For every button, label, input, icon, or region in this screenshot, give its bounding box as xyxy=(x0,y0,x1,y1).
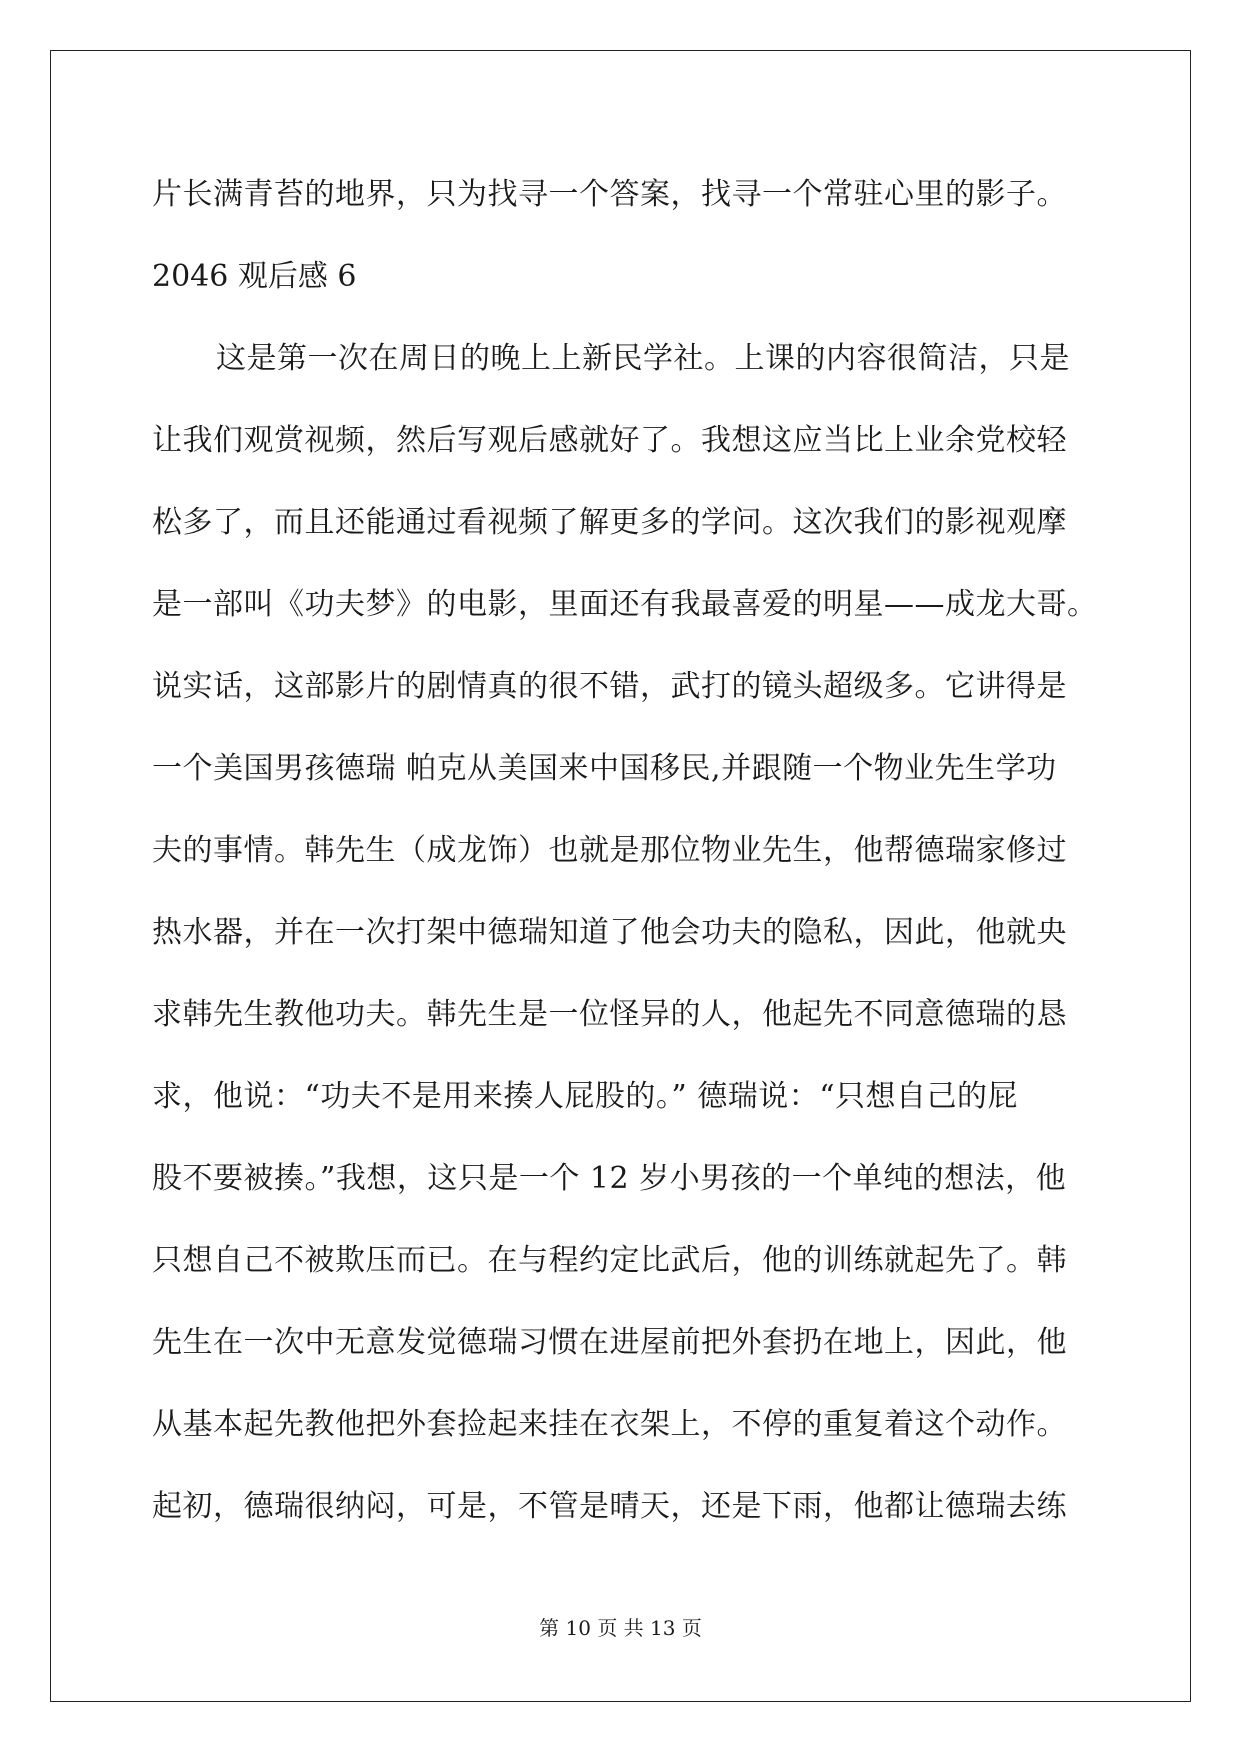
section-heading: 2046 观后感 6 xyxy=(152,259,357,294)
text-line: 先生在一次中无意发觉德瑞习惯在进屋前把外套扔在地上，因此，他 xyxy=(152,1325,1067,1360)
text-line: 让我们观赏视频，然后写观后感就好了。我想这应当比上业余党校轻 xyxy=(152,423,1067,458)
document-body xyxy=(152,154,1098,1548)
text-line: 只想自己不被欺压而已。在与程约定比武后，他的训练就起先了。韩 xyxy=(152,1243,1067,1278)
page-number-footer: 第 10 页 共 13 页 xyxy=(539,1616,702,1640)
text-line: 起初，德瑞很纳闷，可是，不管是晴天，还是下雨，他都让德瑞去练 xyxy=(152,1489,1067,1524)
text-line: 是一部叫《功夫梦》的电影，里面还有我最喜爱的明星——成龙大哥。 xyxy=(152,587,1098,622)
text-line: 这是第一次在周日的晚上上新民学社。上课的内容很简洁，只是 xyxy=(216,341,1070,376)
text-line: 求，他说：“功夫不是用来揍人屁股的。” 德瑞说：“只想自己的屁 xyxy=(152,1079,1019,1114)
text-line: 一个美国男孩德瑞 帕克从美国来中国移民,并跟随一个物业先生学功 xyxy=(152,751,1057,786)
text-line: 从基本起先教他把外套捡起来挂在衣架上，不停的重复着这个动作。 xyxy=(152,1407,1067,1442)
text-line: 松多了，而且还能通过看视频了解更多的学问。这次我们的影视观摩 xyxy=(152,505,1067,540)
text-line: 片长满青苔的地界，只为找寻一个答案，找寻一个常驻心里的影子。 xyxy=(152,177,1067,212)
text-line: 热水器，并在一次打架中德瑞知道了他会功夫的隐私，因此，他就央 xyxy=(152,915,1067,950)
text-line: 说实话，这部影片的剧情真的很不错，武打的镜头超级多。它讲得是 xyxy=(152,669,1067,704)
text-line: 求韩先生教他功夫。韩先生是一位怪异的人，他起先不同意德瑞的恳 xyxy=(152,997,1067,1032)
text-line: 股不要被揍。”我想，这只是一个 12 岁小男孩的一个单纯的想法，他 xyxy=(152,1161,1067,1196)
text-line: 夫的事情。韩先生（成龙饰）也就是那位物业先生，他帮德瑞家修过 xyxy=(152,833,1067,868)
